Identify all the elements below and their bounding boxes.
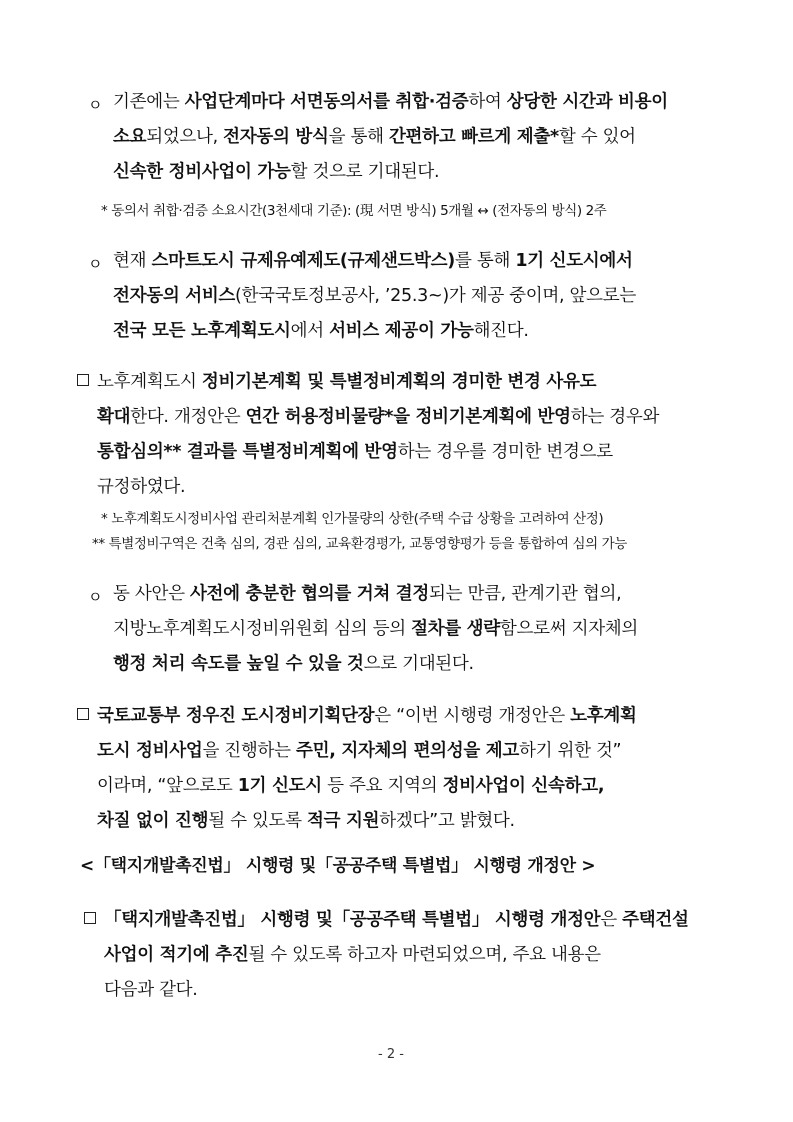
square-bullet-icon <box>77 374 89 386</box>
circle-bullet-icon: ㅇ <box>88 96 103 114</box>
section-heading: <「택지개발촉진법」 시행령 및「공공주택 특별법」 시행령 개정안 > <box>80 856 596 876</box>
square-bullet-icon <box>77 708 89 720</box>
page-number: - 2 - <box>378 1047 404 1062</box>
footnote-consent-time: * 동의서 취합·검증 소요시간(3천세대 기준): (現 서면 방식) 5개월 ↔ (전자동의 방식) 2주 <box>101 203 607 219</box>
footnote-annual-volume: * 노후계획도시정비사업 관리처분계획 인가물량의 상한(주택 수급 상황을 고려하여 산정) <box>101 511 604 527</box>
circle-bullet-icon: ㅇ <box>88 588 103 606</box>
document-page: ㅇ 기존에는 사업단계마다 서면동의서를 취합·검증하여 상당한 시간과 비용이 소요되었으나, 전자동의 방식을 통해 간편하고 빠르게 제출*할 수 있어 신속한 정비사업이 가능할 것으로 기대된다. * 동의서 취합·검증 소요시간(3천세대 기준): (現 서면 방식) 5개월 ↔ (전자동의 방식) 2주 ㅇ 현재 스마트도시 규제유예제도(규제샌드박스)를 통해 1기 신도시에서 전자동의 서비스(한국국토정보공사, ’25.3~)가 제공 중이며, 앞으로는 전국 모든 노후계획도시에서 서비스 제공이 가능해진다. 노후계획도시 정비기본계획 및 특별정비계획의 경미한 변경 사유도 확대한다. 개정안은 연간 허용정비물량*을 정비기본계획에 반영하는 경우와 통합심의** 결과를 특별정비계획에 반영하는 경우를 경미한 변경으로 규정하였다. * 노후계획도시정비사업 관리처분계획 인가물량의 상한(주택 수급 상황을 고려하여 산정) ** 특별정비구역은 건축 심의, 경관 심의, 교육환경평가, 교통영향평가 등을 통합하여 심의 가능 ㅇ 동 사안은 사전에 충분한 협의를 거쳐 결정되는 만큼, 관계기관 협의, 지방노후계획도시정비위원회 심의 등의 절차를 생략함으로써 지자체의 행정 처리 속도를 높일 수 있을 것으로 기대된다. 국토교통부 정우진 도시정비기획단장은 “이번 시행령 개정안은 노후계획 도시 정비사업을 진행하는 주민, 지자체의 편의성을 제고하기 위한 것” 이라며, “앞으로도 1기 신도시 등 주요 지역의 정비사업이 신속하고, 차질 없이 진행될 수 있도록 적극 지원하겠다”고 밝혔다. <「택지개발촉진법」 시행령 및「공공주택 특별법」 시행령 개정안 > 「택지개발촉진법」 시행령 및「공공주택 특별법」 시행령 개정안은 주택건설 사업이 적기에 추진될 수 있도록 하고자 마련되었으며, 주요 내용은 다음과 같다. - 2 - <box>0 0 793 1122</box>
square-bullet-icon <box>84 912 96 924</box>
footnote-integrated-review: ** 특별정비구역은 건축 심의, 경관 심의, 교육환경평가, 교통영향평가 등을 통합하여 심의 가능 <box>92 536 627 552</box>
circle-bullet-icon: ㅇ <box>88 255 103 273</box>
